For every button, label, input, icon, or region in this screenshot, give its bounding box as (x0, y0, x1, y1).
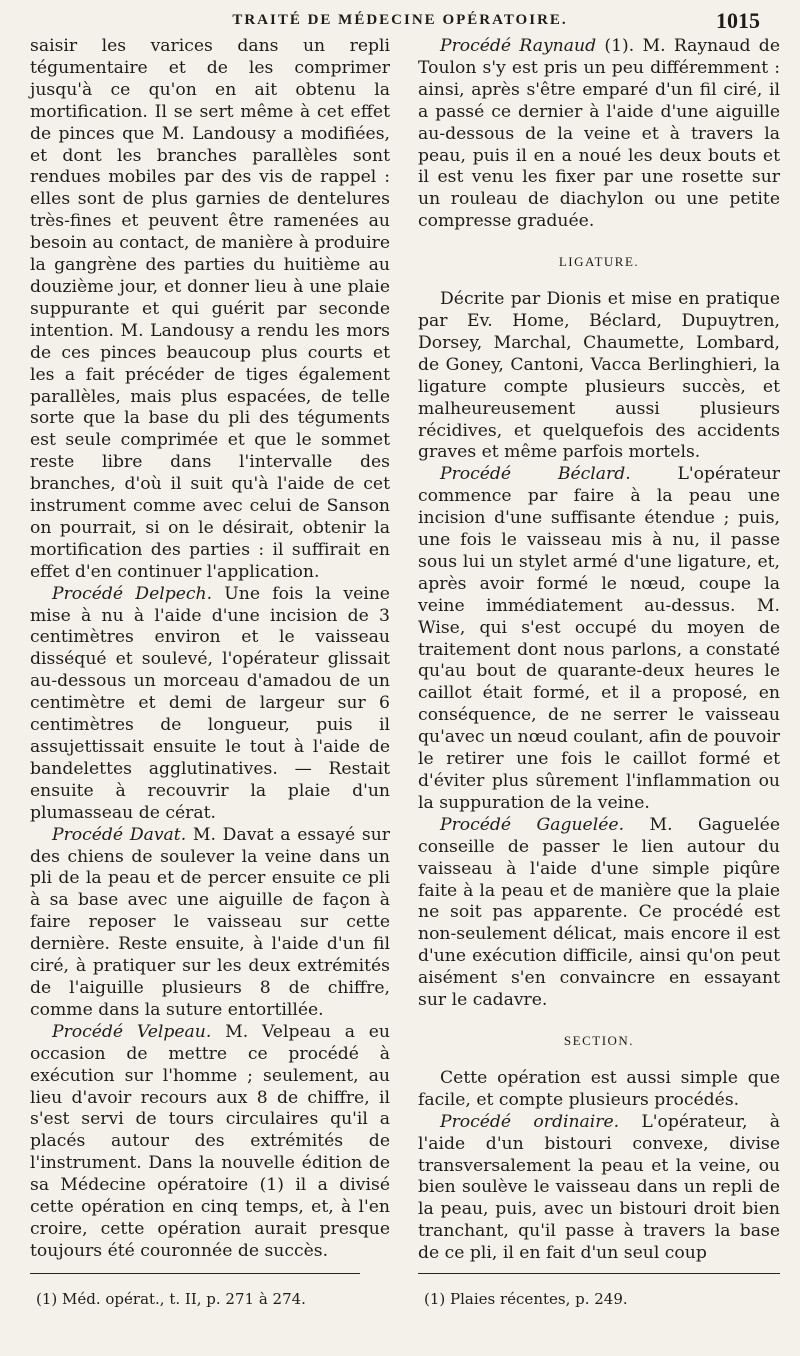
section-heading-section: SECTION. (563, 1032, 635, 1048)
procedure-text: M. Velpeau a eu occasion de mettre ce procédé à exécution sur l'homme ; seulement, au lieu d'avoir recours aux 8 de chiffre, il s'est servi de tours circulaires qu'il a placés autour des extrémités de l'instrument. Dans la nouvelle édition de sa Médecine opératoire (1) il a divisé cette opération en cinq temps, et, à l'en croire, cette opération aurait presque toujours été couronnée de succès. (30, 1021, 390, 1261)
paragraph-delpech (30, 584, 390, 825)
procedure-text: (1). M. Raynaud de Toulon s'y est pris un peu différemment : ainsi, après s'être emparé d'un fil ciré, il a passé ce dernier à l'aide d'une aiguille au-dessous de la veine et à travers la peau, puis il en a noué les deux bouts et il est venu les fixer par une rosette sur un rouleau de diachylon ou une petite compresse graduée. (418, 36, 780, 232)
procedure-text: L'opérateur, à l'aide d'un bistouri convexe, divise transversalement la peau et la veine, ou bien soulève le vaisseau dans un repli de la peau, puis, avec un bistouri droit bien tranchant, qu'il passe à travers la base de ce pli, il en fait d'un seul coup (418, 1111, 780, 1264)
paragraph-gaguelee (418, 815, 780, 1012)
paragraph-davat (30, 825, 390, 1022)
right-column (418, 36, 780, 1265)
procedure-text: Une fois la veine mise à nu à l'aide d'une incision de 3 centimètres environ et le vaisseau disséqué et soulevé, l'opérateur glissait au-dessous un morceau d'amadou de un centimètre et demi de largeur sur 6 centimètres de longueur, puis il assujettissait ensuite le tout à l'aide de bandelettes agglutinatives. — Restait ensuite à recouvrir la plaie d'un plumasseau de cérat. (30, 583, 390, 823)
footnote-rule (30, 1273, 360, 1274)
procedure-label: Procédé Davat. (52, 824, 187, 845)
procedure-label: Procédé Gaguelée. (440, 814, 625, 835)
procedure-text: M. Davat a essayé sur des chiens de soulever la veine dans un pli de la peau et de percer ensuite ce pli à sa base avec une aiguille de façon à faire reposer le vaisseau sur cette dernière. Reste ensuite, à l'aide d'un fil ciré, à pratiquer sur les deux extrémités de l'aiguille plusieurs 8 de chiffre, comme dans la suture entortillée. (30, 824, 390, 1020)
paragraph-section: Cette opération est aussi simple que facile, et compte plusieurs procédés. (418, 1067, 780, 1110)
procedure-label: Procédé Delpech. (52, 583, 213, 604)
procedure-label: Procédé Raynaud (440, 36, 597, 56)
procedure-label: Procédé ordinaire. (440, 1111, 620, 1132)
procedure-label: Procédé Velpeau. (52, 1021, 212, 1042)
paragraph-beclard (418, 464, 780, 815)
paragraph-ligature: Décrite par Dionis et mise en pratique par Ev. Home, Béclard, Dupuytren, Dorsey, Marchal, Chaumette, Lombard, de Goney, Cantoni, Vacca Berlinghieri, la ligature compte plusieurs succès, et malheureusement aussi plusieurs récidives, et quelquefois des accidents graves et même parfois mortels. (418, 289, 780, 463)
procedure-label: Procédé Béclard. (440, 464, 631, 485)
procedure-text: M. Gaguelée conseille de passer le lien autour du vaisseau à l'aide d'une simple piqûre faite à la peau et de manière que la plaie ne soit pas apparente. Ce procédé est non-seulement délicat, mais encore il est d'une exécution difficile, ainsi qu'on peut aisément s'en convaincre en essayant sur le cadavre. (418, 814, 781, 1011)
section-heading-ligature: LIGATURE. (558, 254, 640, 270)
paragraph-varices: saisir les varices dans un repli tégumentaire et de les comprimer jusqu'à ce qu'on en ait obtenu la mortification. Il se sert même à cet effet de pinces que M. Landousy a modifiées, et dont les branches parallèles sont rendues mobiles par des vis de rappel : elles sont de plus garnies de dentelures très-fines et peuvent être ramenées au besoin au contact, de manière à produire la gangrène des parties du huitième au douzième jour, et donner lieu à une plaie suppurante et qui guérit par seconde intention. M. Landousy a rendu les mors de ces pinces beaucoup plus courts et les a fait précéder de tiges également parallèles, mais plus espacées, de telle sorte que la base du pli des téguments est seule comprimée et que le sommet reste libre dans l'intervalle des branches, d'où il suit qu'à l'aide de cet instrument comme avec celui de Sanson on pourrait, si on le désirait, obtenir la mortification des parties : il suffirait en effet d'en continuer l'application. (30, 36, 390, 582)
paragraph-ordinaire (418, 1112, 780, 1265)
footnote-rule (418, 1273, 780, 1274)
footnote-left: (1) Méd. opérat., t. II, p. 271 à 274. (36, 1290, 306, 1308)
page-number: 1015 (716, 8, 760, 33)
procedure-text: L'opérateur commence par faire à la peau une incision d'une suffisante étendue ; puis, une fois le vaisseau mis à nu, il passe sous lui un stylet armé d'une ligature, et, après avoir formé le nœud, coupe la veine immédiatement au-dessus. M. Wise, qui s'est occupé du moyen de traitement dont nous parlons, a constaté qu'au bout de quarante-deux heures le caillot était formé, et il a proposé, en conséquence, de ne serrer le vaisseau qu'avec un nœud coulant, afin de pouvoir le retirer une fois le caillot formé et d'éviter plus sûrement l'inflammation ou la suppuration de la veine. (418, 464, 781, 813)
running-title: TRAITÉ DE MÉDECINE OPÉRATOIRE. (232, 12, 568, 28)
footnote-right: (1) Plaies récentes, p. 249. (424, 1290, 628, 1308)
paragraph-raynaud (418, 36, 780, 233)
left-column (30, 36, 390, 1263)
paragraph-velpeau (30, 1022, 390, 1263)
